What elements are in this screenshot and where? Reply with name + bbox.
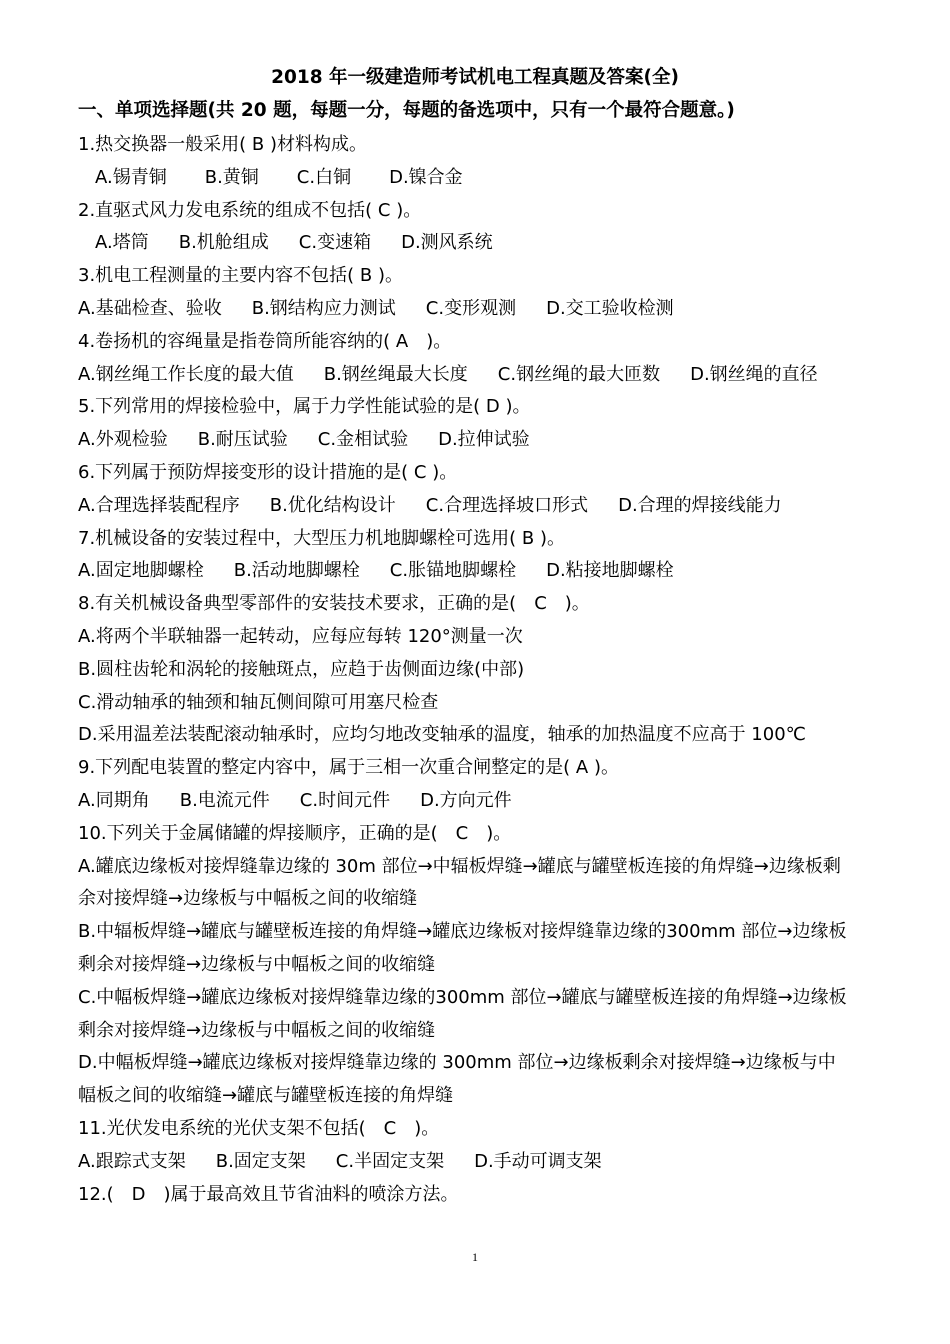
question-3: 3.机电工程测量的主要内容不包括( B )。: [78, 265, 404, 287]
option: C.白铜: [296, 166, 352, 188]
question-2: 2.直驱式风力发电系统的组成不包括( C )。: [78, 199, 422, 221]
question-1-options: [78, 162, 908, 195]
option: C.变形观测: [425, 297, 517, 319]
option: D.镍合金: [389, 166, 463, 188]
question-7-options: [78, 555, 908, 588]
option-continued: 余对接焊缝→边缘板与中幅板之间的收缩缝: [78, 888, 418, 910]
question-9-options: [78, 785, 908, 818]
option: B.中辐板焊缝→罐底与罐壁板连接的角焊缝→罐底边缘板对接焊缝靠边缘的300mm 部位→边缘板: [78, 921, 847, 943]
option: A.基础检查、验收: [78, 297, 222, 319]
question-8: 8.有关机械设备典型零部件的安装技术要求，正确的是( C )。: [78, 593, 590, 615]
option: A.外观检验: [78, 429, 168, 451]
question-5-options: [78, 424, 908, 457]
option: A.钢丝绳工作长度的最大值: [78, 363, 294, 385]
question-9: 9.下列配电装置的整定内容中，属于三相一次重合闸整定的是( A )。: [78, 757, 619, 779]
question-1: 1.热交换器一般采用( B )材料构成。: [78, 134, 368, 155]
question-4: 4.卷扬机的容绳量是指卷筒所能容纳的( A )。: [78, 330, 452, 352]
question-12: 12.( D )属于最高效且节省油料的喷涂方法。: [78, 1183, 459, 1205]
question-11: 11.光伏发电系统的光伏支架不包括( C )。: [78, 1117, 440, 1139]
option: B.耐压试验: [197, 429, 288, 451]
option: A.跟踪式支架: [78, 1150, 186, 1172]
option: C.金相试验: [317, 429, 409, 451]
option: D.拉伸试验: [438, 429, 530, 451]
option: C.胀锚地脚螺栓: [389, 560, 517, 582]
option: C.合理选择坡口形式: [425, 494, 589, 516]
option: D.交工验收检测: [546, 297, 674, 319]
option: B.圆柱齿轮和涡轮的接触斑点，应趋于齿侧面边缘(中部): [78, 658, 525, 680]
option: A.锡青铜: [95, 166, 167, 188]
option: D.手动可调支架: [474, 1150, 602, 1172]
option: A.同期角: [78, 789, 150, 811]
option: B.机舱组成: [178, 232, 269, 254]
question-6: 6.下列属于预防焊接变形的设计措施的是( C )。: [78, 461, 458, 483]
question-5: 5.下列常用的焊接检验中，属于力学性能试验的是( D )。: [78, 396, 531, 418]
option-continued: 剩余对接焊缝→边缘板与中幅板之间的收缩缝: [78, 953, 436, 975]
question-list: [78, 129, 908, 1211]
option: C.中幅板焊缝→罐底边缘板对接焊缝靠边缘的300mm 部位→罐底与罐壁板连接的角焊缝→边缘板: [78, 986, 847, 1008]
question-4-options: [78, 359, 908, 392]
option: B.黄铜: [204, 166, 259, 188]
question-10: 10.下列关于金属储罐的焊接顺序，正确的是( C )。: [78, 822, 512, 844]
option: D.合理的焊接线能力: [618, 494, 782, 516]
question-11-options: [78, 1146, 908, 1179]
question-3-options: [78, 293, 908, 326]
option: D.方向元件: [420, 789, 512, 811]
option: D.采用温差法装配滚动轴承时，应均匀地改变轴承的温度，轴承的加热温度不应高于 100℃: [78, 724, 806, 746]
option: A.将两个半联轴器一起转动，应每应每转 120°测量一次: [78, 625, 523, 647]
section-heading: 一、单项选择题(共 20 题，每题一分，每题的备选项中，只有一个最符合题意。): [78, 100, 735, 121]
option: B.电流元件: [179, 789, 270, 811]
option: C.变速箱: [298, 232, 372, 254]
option-continued: 幅板之间的收缩缝→罐底与罐壁板连接的角焊缝: [78, 1085, 454, 1107]
option: B.钢结构应力测试: [251, 297, 396, 319]
option: C.时间元件: [299, 789, 391, 811]
option: A.罐底边缘板对接焊缝靠边缘的 30m 部位→中辐板焊缝→罐底与罐壁板连接的角焊缝→边缘板剩: [78, 855, 841, 877]
page-number: 1: [472, 1250, 478, 1264]
option: A.塔筒: [95, 232, 149, 254]
option: A.合理选择装配程序: [78, 494, 240, 516]
option: D.测风系统: [401, 232, 493, 254]
option: D.粘接地脚螺栓: [546, 560, 674, 582]
option: C.滑动轴承的轴颈和轴瓦侧间隙可用塞尺检查: [78, 691, 439, 713]
option: C.钢丝绳的最大匝数: [497, 363, 661, 385]
option-continued: 剩余对接焊缝→边缘板与中幅板之间的收缩缝: [78, 1019, 436, 1041]
option: D.钢丝绳的直径: [690, 363, 818, 385]
document-title: 2018 年一级建造师考试机电工程真题及答案(全): [271, 67, 679, 88]
question-7: 7.机械设备的安装过程中，大型压力机地脚螺栓可选用( B )。: [78, 527, 566, 549]
option: D.中幅板焊缝→罐底边缘板对接焊缝靠边缘的 300mm 部位→边缘板剩余对接焊缝→边缘板与中: [78, 1052, 836, 1074]
question-2-options: [78, 227, 908, 260]
option: C.半固定支架: [335, 1150, 445, 1172]
option: B.活动地脚螺栓: [233, 560, 360, 582]
option: B.优化结构设计: [269, 494, 396, 516]
question-6-options: [78, 490, 908, 523]
option: B.固定支架: [215, 1150, 306, 1172]
option: B.钢丝绳最大长度: [323, 363, 468, 385]
option: A.固定地脚螺栓: [78, 560, 204, 582]
